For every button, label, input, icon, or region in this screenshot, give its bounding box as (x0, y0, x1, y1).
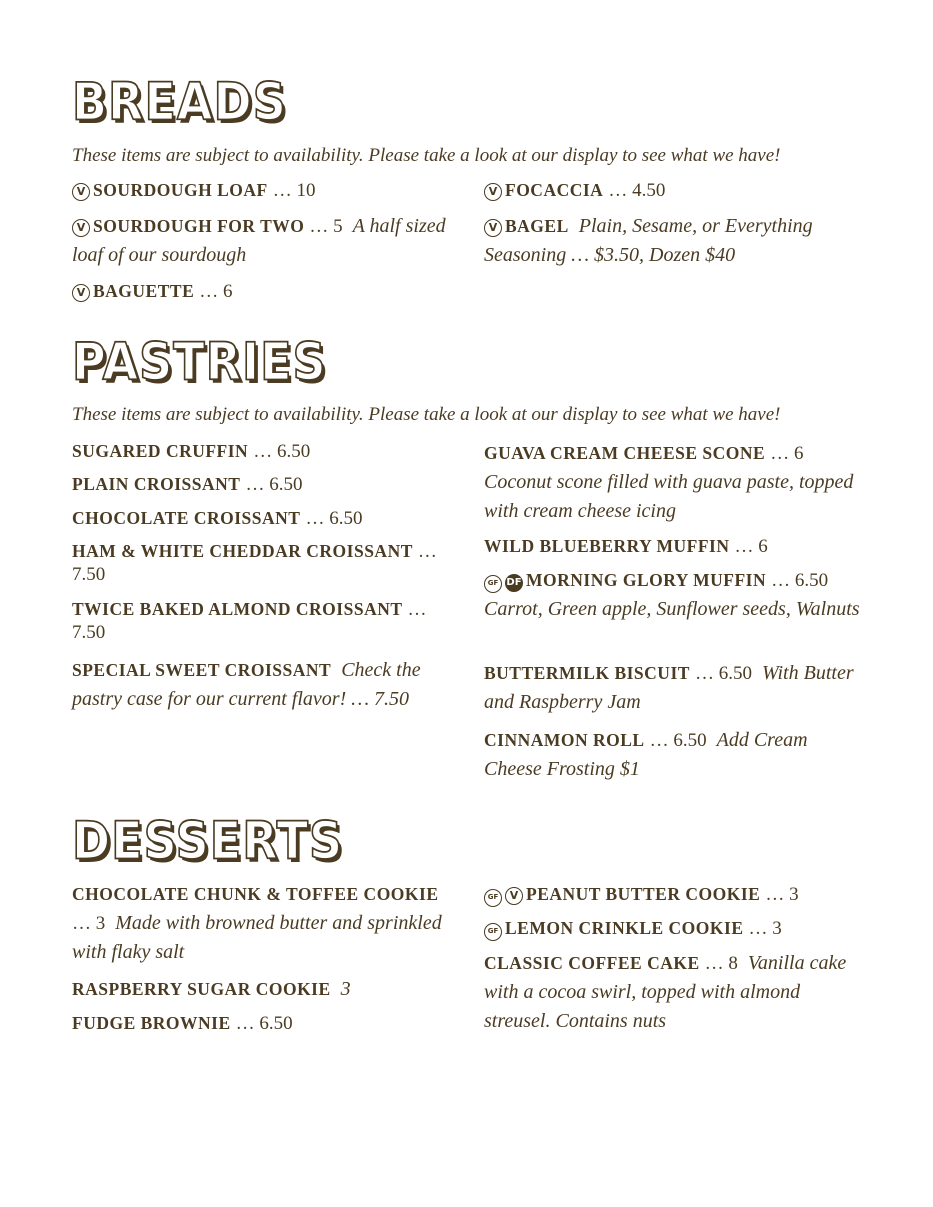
menu-item-cinnamon-roll (484, 726, 864, 784)
item-price: … 6.50 (649, 730, 707, 751)
item-price: … 6.50 (253, 441, 311, 462)
item-price: … 7.50 (72, 541, 437, 585)
menu-item-bagel (484, 212, 864, 270)
menu-item-morning-glory-muffin (484, 566, 864, 624)
menu-item-twice-baked-almond-croissant (72, 598, 452, 644)
item-name: HAM & WHITE CHEDDAR CROISSANT (72, 541, 413, 561)
breads-heading: BREADS (72, 71, 287, 132)
menu-item-chocolate-chunk-toffee-cookie (72, 880, 452, 967)
item-name: MORNING GLORY MUFFIN (526, 570, 767, 590)
item-name: TWICE BAKED ALMOND CROISSANT (72, 599, 403, 619)
menu-item-sourdough-for-two (72, 212, 452, 270)
item-name: BUTTERMILK BISCUIT (484, 663, 690, 683)
menu-item-guava-cream-cheese-scone (484, 439, 864, 526)
gluten-free-icon: GF (484, 889, 502, 907)
item-description: Check the pastry case for our current flavor! … 7.50 (72, 659, 421, 710)
item-price: … 6 (770, 443, 804, 464)
menu-item-sugared-cruffin (72, 437, 452, 466)
item-name: CHOCOLATE CHUNK & TOFFEE COOKIE (72, 884, 439, 904)
menu-item-lemon-crinkle-cookie (484, 914, 864, 943)
item-description: Add Cream Cheese Frosting $1 (484, 729, 808, 780)
menu-item-peanut-butter-cookie (484, 880, 864, 909)
item-price: … 10 (272, 180, 316, 201)
item-name: LEMON CRINKLE COOKIE (505, 918, 744, 938)
breads-availability-note: These items are subject to availability. Please take a look at our display to see what we have! (72, 145, 781, 166)
item-name: GUAVA CREAM CHEESE SCONE (484, 443, 766, 463)
item-name: RASPBERRY SUGAR COOKIE (72, 979, 331, 999)
item-price: … 5 (309, 216, 343, 237)
item-name: BAGUETTE (93, 281, 195, 301)
item-description: Vanilla cake with a cocoa swirl, topped with almond streusel. Contains nuts (484, 952, 847, 1032)
pastries-heading: PASTRIES (72, 331, 327, 392)
item-price: … 6.50 (245, 474, 303, 495)
vegan-icon: V (505, 887, 523, 905)
item-name: WILD BLUEBERRY MUFFIN (484, 536, 730, 556)
item-name: SOURDOUGH FOR TWO (93, 216, 305, 236)
desserts-heading: DESSERTS (72, 810, 344, 871)
item-name: BAGEL (505, 216, 569, 236)
item-price: … 3 (72, 913, 106, 934)
vegan-icon: V (484, 219, 502, 237)
menu-item-chocolate-croissant (72, 504, 452, 533)
menu-item-sourdough-loaf (72, 176, 452, 205)
menu-item-plain-croissant (72, 470, 452, 499)
menu-item-classic-coffee-cake (484, 949, 864, 1036)
item-name: FOCACCIA (505, 180, 604, 200)
item-name: FUDGE BROWNIE (72, 1013, 231, 1033)
item-description: With Butter and Raspberry Jam (484, 662, 854, 713)
menu-item-focaccia (484, 176, 864, 205)
pastries-availability-note: These items are subject to availability. Please take a look at our display to see what we have! (72, 404, 781, 425)
item-description: Plain, Sesame, or Everything Seasoning … $3.50, Dozen $40 (484, 215, 813, 266)
vegan-icon: V (72, 284, 90, 302)
item-price: … 3 (765, 884, 799, 905)
item-name: SOURDOUGH LOAF (93, 180, 268, 200)
item-description: A half sized loaf of our sourdough (72, 215, 446, 266)
menu-item-fudge-brownie (72, 1009, 452, 1038)
gluten-free-icon: GF (484, 575, 502, 593)
vegan-icon: V (72, 219, 90, 237)
item-name: SUGARED CRUFFIN (72, 441, 249, 461)
item-name: PEANUT BUTTER COOKIE (526, 884, 761, 904)
item-name: SPECIAL SWEET CROISSANT (72, 660, 332, 680)
item-name: PLAIN CROISSANT (72, 474, 241, 494)
item-price: … 6 (734, 536, 768, 557)
item-price: … 6.50 (305, 508, 363, 529)
menu-item-raspberry-sugar-cookie (72, 975, 452, 1004)
item-name: CINNAMON ROLL (484, 730, 645, 750)
item-price: … 6 (199, 281, 233, 302)
item-price: … 6.50 (694, 663, 752, 684)
item-price: … 3 (748, 918, 782, 939)
vegan-icon: V (484, 183, 502, 201)
gluten-free-icon: GF (484, 923, 502, 941)
item-description: 3 (340, 978, 351, 1000)
item-description: Carrot, Green apple, Sunflower seeds, Walnuts (484, 598, 860, 620)
menu-item-ham-white-cheddar-croissant (72, 540, 452, 586)
item-description: Coconut scone filled with guava paste, topped with cream cheese icing (484, 471, 854, 522)
item-price: … 6.50 (235, 1013, 293, 1034)
item-price: … 4.50 (608, 180, 666, 201)
vegan-icon: V (72, 183, 90, 201)
item-name: CHOCOLATE CROISSANT (72, 508, 301, 528)
item-price: … 8 (704, 953, 738, 974)
dairy-free-icon: DF (505, 574, 523, 592)
menu-item-buttermilk-biscuit (484, 659, 864, 717)
item-price: … 7.50 (72, 599, 427, 643)
item-name: CLASSIC COFFEE CAKE (484, 953, 700, 973)
menu-item-special-sweet-croissant (72, 656, 452, 714)
item-price: … 6.50 (771, 570, 829, 591)
menu-item-baguette (72, 277, 452, 306)
item-description: Made with browned butter and sprinkled with flaky salt (72, 912, 442, 963)
menu-item-wild-blueberry-muffin (484, 532, 864, 561)
